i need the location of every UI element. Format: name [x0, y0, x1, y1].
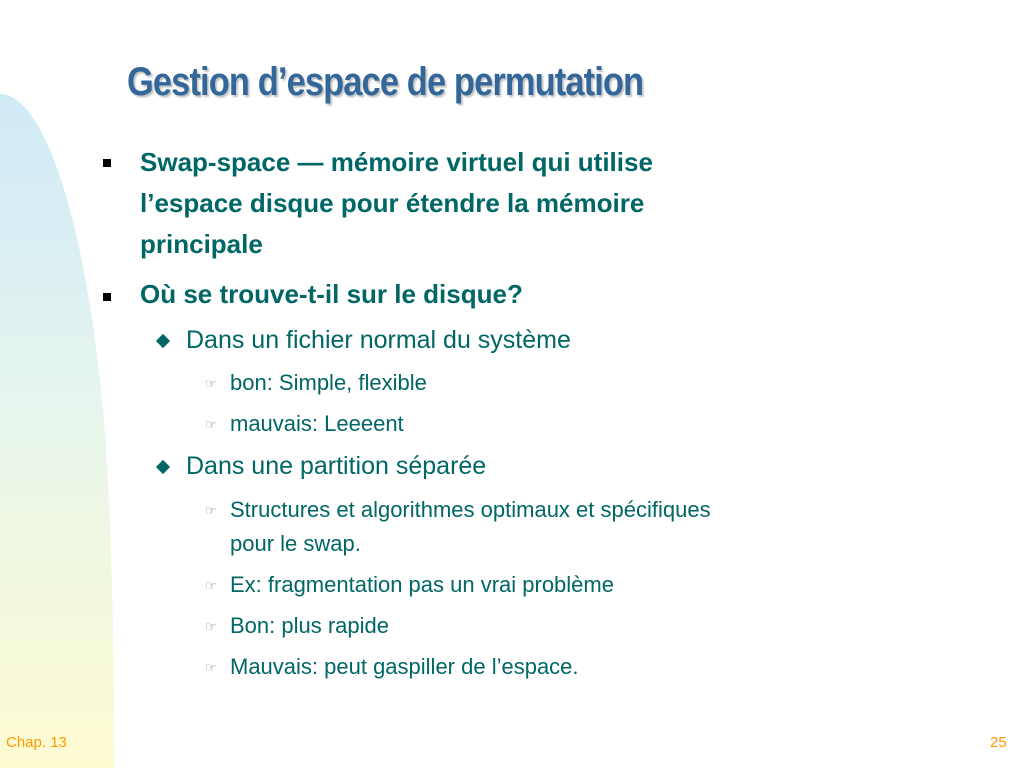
sub-bullet-normal-file: Dans un fichier normal du système: [186, 326, 571, 354]
sub-sub-bullet-faster: [230, 609, 389, 643]
square-bullet-icon: [103, 159, 111, 167]
sub-sub-bullet-structures: [230, 493, 711, 561]
sub-sub-bullet-bad: [230, 407, 404, 441]
bullet-line: principale: [140, 229, 263, 259]
bullet-line: pour le swap.: [230, 531, 361, 556]
slide-title: Gestion d’espace de permutation: [127, 60, 644, 104]
bullet-line: Structures et algorithmes optimaux et spécifiques: [230, 497, 711, 522]
pointing-hand-icon: ☞: [205, 417, 217, 432]
square-bullet-icon: [103, 293, 111, 301]
diamond-bullet-icon: [156, 334, 170, 348]
pointing-hand-icon: ☞: [205, 660, 217, 675]
pointing-hand-icon: ☞: [205, 578, 217, 593]
bullet-line: Ex: fragmentation pas un vrai problème: [230, 572, 614, 597]
pointing-hand-icon: ☞: [205, 619, 217, 634]
sub-sub-bullet-good: [230, 366, 427, 400]
bullet-location: [140, 274, 523, 315]
bullet-swap-space: [140, 142, 653, 265]
footer-page-number: 25: [990, 734, 1007, 751]
bullet-line: l’espace disque pour étendre la mémoire: [140, 188, 645, 218]
bullet-line: Où se trouve-t-il sur le disque?: [140, 279, 523, 309]
bullet-line: Bon: plus rapide: [230, 613, 389, 638]
pointing-hand-icon: ☞: [205, 503, 217, 518]
bullet-line: Swap-space — mémoire virtuel qui utilise: [140, 147, 653, 177]
bullet-line: Mauvais: peut gaspiller de l’espace.: [230, 654, 579, 679]
diamond-bullet-icon: [156, 460, 170, 474]
bullet-line: mauvais: Leeeent: [230, 411, 404, 436]
bullet-line: bon: Simple, flexible: [230, 370, 427, 395]
sub-sub-bullet-fragmentation: [230, 568, 614, 602]
pointing-hand-icon: ☞: [205, 376, 217, 391]
sub-sub-bullet-waste: [230, 650, 579, 684]
footer-chapter: Chap. 13: [6, 734, 67, 751]
sub-bullet-partition: Dans une partition séparée: [186, 452, 487, 480]
